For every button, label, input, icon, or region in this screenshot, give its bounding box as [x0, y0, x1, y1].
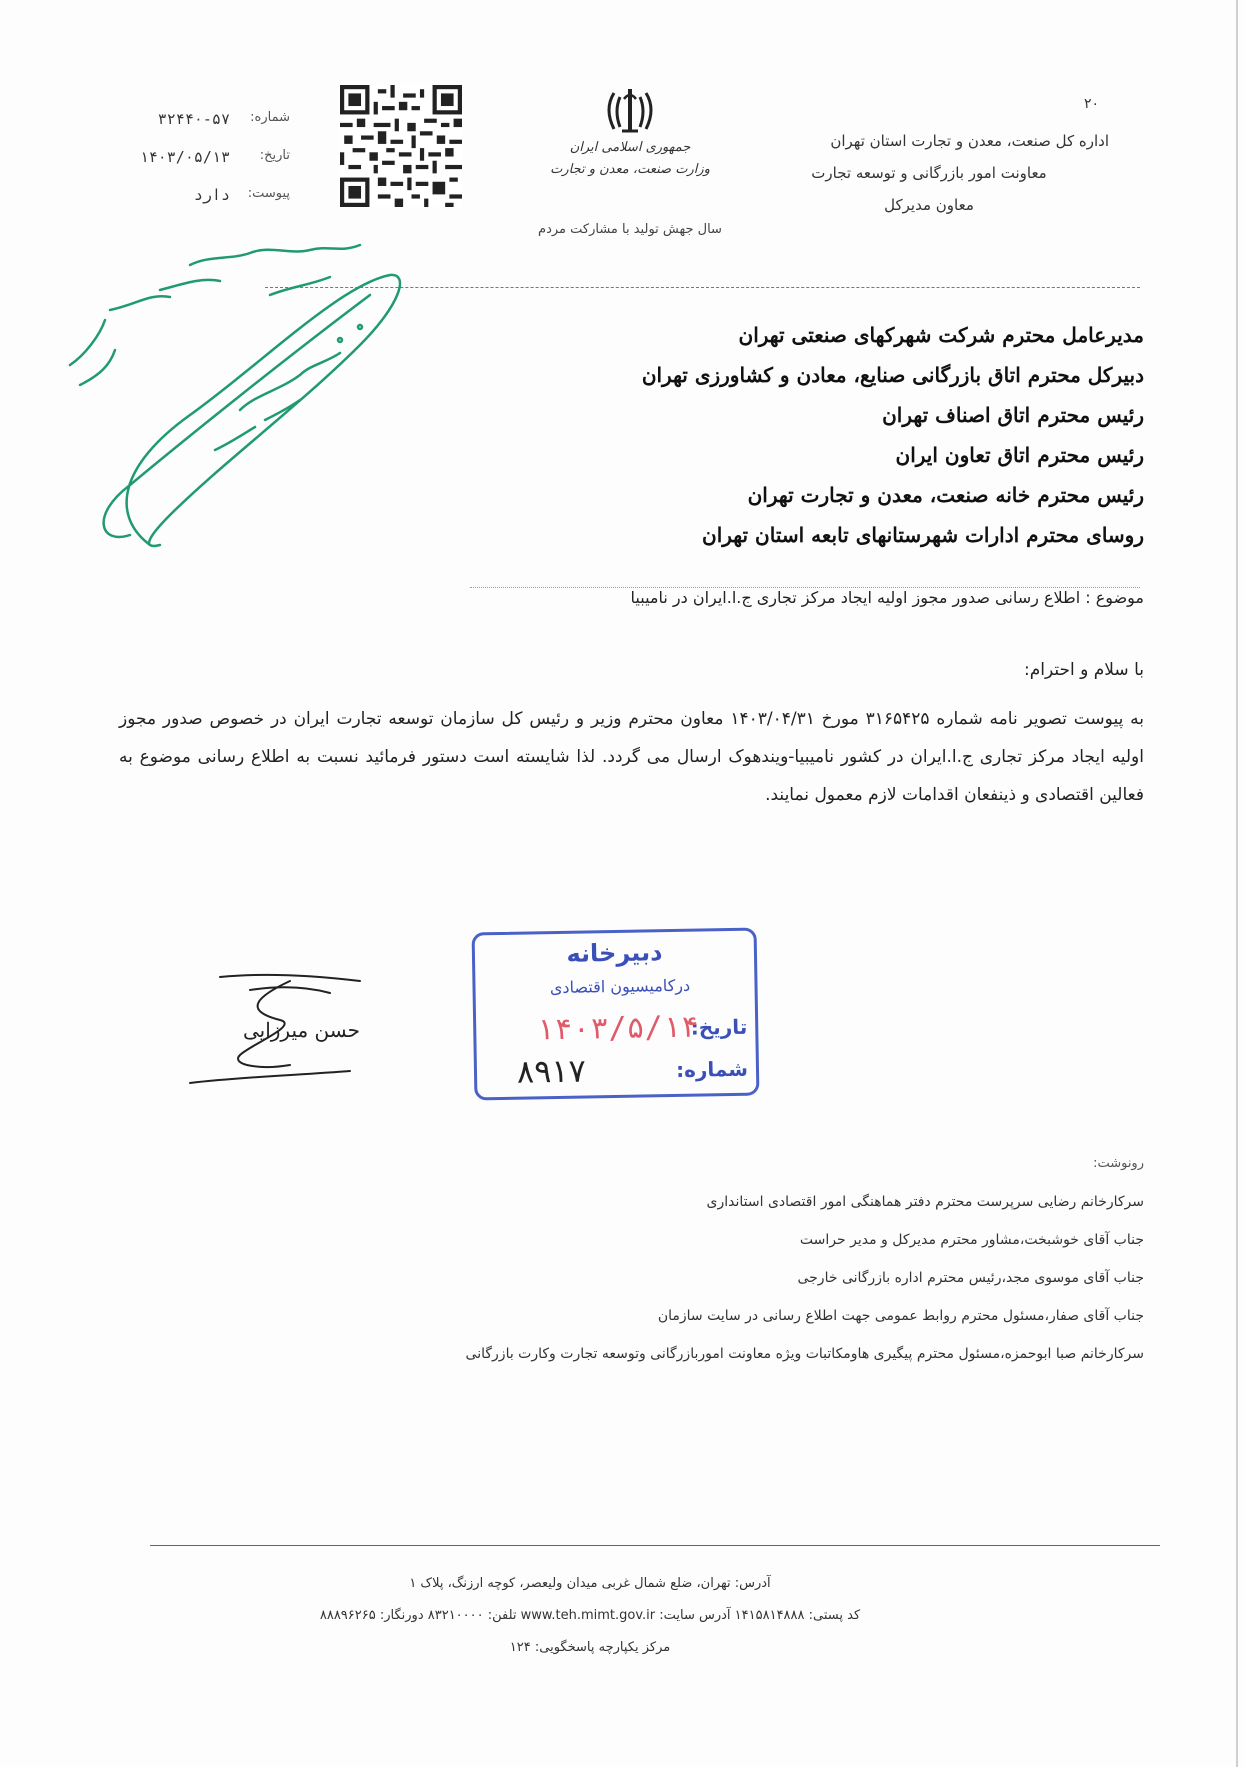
cc-item: جناب آقای خوشبخت،مشاور محترم مدیرکل و مدیر حراست — [799, 1232, 1144, 1248]
letter-body: به پیوست تصویر نامه شماره ۳۱۶۵۴۲۵ مورخ ۱۴۰۳/۰۴/۳۱ معاون محترم وزیر و رئیس کل سازمان توسعه تجارت ایران در خصوص صدور مجوز اولیه ایجاد مرکز تجاری ج.ا.ایران در کشور نامیبیا-ویندهوک ارسال می گردد. لذا شایسته است دستور فرمائید نسبت به اطلاع رسانی موضوع به فعالین اقتصادی و ذینفعان اقدامات لازم معمول نمایند. — [119, 709, 1145, 805]
recipient-line: مدیرعامل محترم شرکت شهرکهای صنعتی تهران — [738, 323, 1144, 347]
organization-header — [749, 125, 1109, 221]
emblem-text-2: وزارت صنعت، معدن و تجارت — [550, 162, 710, 177]
cc-item: سرکارخانم رضایی سرپرست محترم دفتر هماهنگی امور اقتصادی استانداری — [706, 1194, 1144, 1210]
attach-value: دارد — [193, 186, 230, 204]
stamp-subtitle: درکامیسیون اقتصادی — [549, 975, 691, 998]
letter-subject: موضوع : اطلاع رسانی صدور مجوز اولیه ایجاد مرکز تجاری ج.ا.ایران در نامیبیا — [630, 588, 1144, 607]
recipient-line: رئیس محترم اتاق اصناف تهران — [882, 403, 1144, 427]
stamp-number-label: شماره: — [675, 1056, 749, 1082]
attach-label: پیوست: — [247, 186, 290, 201]
date-value: ۱۴۰۳/۰۵/۱۳ — [139, 148, 230, 166]
qr-code-icon — [340, 85, 462, 207]
secretariat-stamp — [472, 928, 760, 1101]
stamp-title: دبیرخانه — [566, 938, 663, 968]
footer-callcenter: مرکز یکپارچه پاسخگویی: ۱۲۴ — [509, 1640, 671, 1655]
recipient-line: روسای محترم ادارات شهرستانهای تابعه استان تهران — [702, 523, 1144, 547]
org-line-2: معاونت امور بازرگانی و توسعه تجارت — [811, 164, 1047, 182]
corner-mark: ۲۰ — [1083, 96, 1099, 112]
recipient-line: رئیس محترم خانه صنعت، معدن و تجارت تهران — [747, 483, 1144, 507]
emblem-text-1: جمهوری اسلامی ایران — [569, 140, 691, 155]
footer-contact: کد پستی: ۱۴۱۵۸۱۴۸۸۸ آدرس سایت: www.teh.mimt.gov.ir تلفن: ۸۳۲۱۰۰۰۰ دورنگار: ۸۸۸۹۶۲۶۵ — [319, 1608, 861, 1623]
recipients-block — [444, 315, 1144, 555]
org-line-3: معاون مدیرکل — [884, 196, 974, 214]
letter-footer — [200, 1568, 980, 1664]
cc-item: جناب آقای موسوی مجد،رئیس محترم اداره بازرگانی خارجی — [797, 1270, 1144, 1286]
year-slogan: سال جهش تولید با مشارکت مردم — [538, 222, 722, 237]
number-label: شماره: — [250, 110, 290, 125]
emblem-block — [505, 85, 755, 245]
stamp-date-label: تاریخ: — [690, 1014, 748, 1040]
number-value: ۳۲۴۴۰-۵۷ — [157, 110, 230, 128]
footer-divider — [150, 1545, 1160, 1546]
org-line-1: اداره کل صنعت، معدن و تجارت استان تهران — [830, 132, 1109, 150]
cc-item: سرکارخانم صبا ابوحمزه،مسئول محترم پیگیری هاومکاتبات ویژه معاونت اموربازرگانی وتوسعه تجارت وکارت بازرگانی — [465, 1346, 1144, 1362]
recipient-line: دبیرکل محترم اتاق بازرگانی صنایع، معادن و کشاورزی تهران — [641, 363, 1144, 387]
cc-list — [264, 1145, 1144, 1373]
stamp-number-value: ۸۹۱۷ — [516, 1051, 587, 1091]
meta-number-row — [110, 110, 290, 148]
cc-title: رونوشت: — [1093, 1156, 1144, 1171]
date-label: تاریخ: — [259, 148, 290, 163]
handwritten-note-icon — [40, 215, 420, 575]
iran-emblem-icon — [600, 85, 660, 137]
meta-date-row — [110, 148, 290, 186]
footer-address: آدرس: تهران، ضلع شمال غربی میدان ولیعصر، کوچه ارزنگ، پلاک ۱ — [409, 1576, 771, 1591]
letter-greeting: با سلام و احترام: — [1024, 660, 1144, 680]
signer-name: حسن میرزایی — [242, 1018, 360, 1042]
cc-item: جناب آقای صفار،مسئول محترم روابط عمومی جهت اطلاع رسانی در سایت سازمان — [657, 1308, 1144, 1324]
recipient-line: رئیس محترم اتاق تعاون ایران — [895, 443, 1144, 467]
stamp-date-value: ۱۴۰۳/۵/۱۴ — [535, 1009, 700, 1048]
page-edge — [1236, 0, 1238, 1767]
letter-meta — [110, 110, 290, 224]
